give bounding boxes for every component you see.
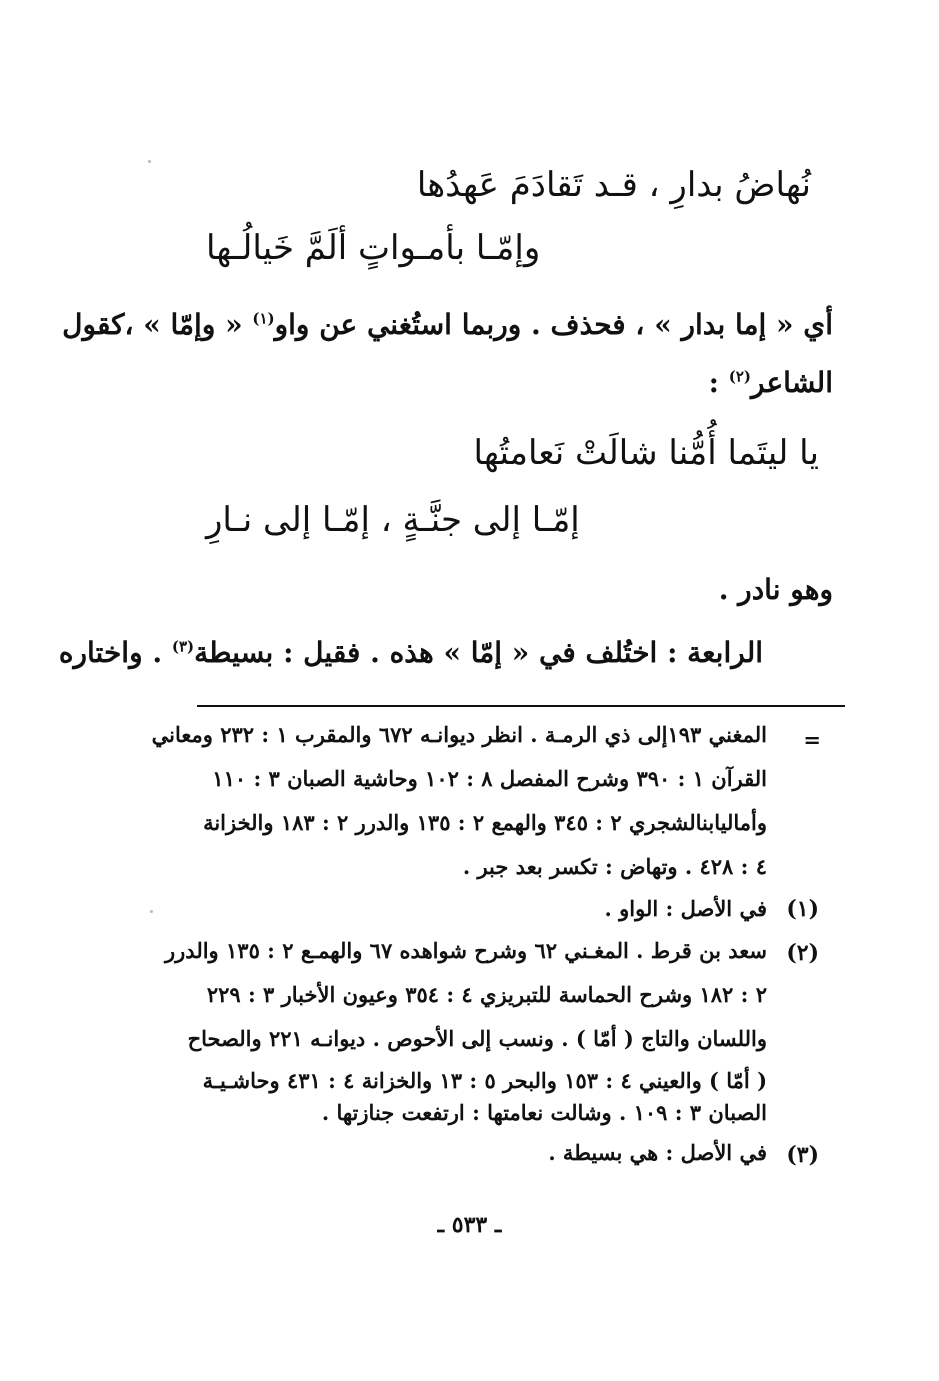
footnote-continuation-marker: =	[803, 727, 821, 752]
footnote-1-line-1: في الأصل : الواو .	[604, 896, 767, 921]
footnote-ref-2: (٢)	[728, 367, 752, 386]
page-number: ـ ٥٣٣ ـ	[437, 1212, 502, 1238]
footnote-2-line-4: ( أمّا ) والعيني ٤ : ١٥٣ والبحر ٥ : ١٣ والخزانة ٤ : ٤٣١ وحاشـيـة	[202, 1068, 767, 1093]
colon: :	[708, 366, 719, 399]
paragraph-2-line-1	[59, 636, 763, 669]
paragraph-1-line-2	[709, 366, 833, 399]
rare-note: وهو نادر .	[718, 573, 833, 606]
footnote-3-number: (٣)	[786, 1142, 819, 1168]
footnote-continuation-line-1: المغني ١٩٣إلى ذي الرمـة . انظر ديوانـه ٦٧٢ والمقرب ١ : ٢٣٢ ومعاني	[151, 722, 767, 747]
footnote-2-line-1: سعد بن قرط . المغـني ٦٢ وشرح شواهده ٦٧ والهمـع ٢ : ١٣٥ والدرر	[165, 938, 767, 963]
margin-speck	[148, 160, 151, 163]
footnote-2-line-3: واللسان والتاج ( أمّا ) . ونسب إلى الأحوص . ديوانـه ٢٢١ والصحاح	[187, 1026, 767, 1051]
paragraph-1-line-1	[62, 308, 833, 341]
verse-1-first-hemistich: نُهاضُ بدارِ ، قـد تَقادَمَ عَهدُها	[416, 165, 811, 205]
footnote-2-line-2: ٢ : ١٨٢ وشرح الحماسة للتبريزي ٤ : ٣٥٤ وعيون الأخبار ٣ : ٢٢٩	[206, 982, 767, 1007]
poet-word: الشاعر	[751, 366, 833, 399]
footnote-continuation-line-3: وأماليابنالشجري ٢ : ٣٤٥ والهمع ٢ : ١٣٥ والدرر ٢ : ١٨٣ والخزانة	[203, 810, 767, 835]
verse-2-first-hemistich: يا ليتَما أُمُّنا شالَتْ نَعامتُها	[473, 433, 819, 473]
footnote-2-line-5: الصبان ٣ : ١٠٩ . وشالت نعامتها : ارتفعت جنازتها .	[321, 1100, 767, 1125]
paragraph-2-text: الرابعة : اختُلف في « إمّا » هذه . فقيل : بسيطة	[194, 636, 763, 669]
footnote-divider	[197, 705, 845, 707]
margin-speck	[150, 910, 153, 913]
footnote-3-line-1: في الأصل : هي بسيطة .	[548, 1140, 767, 1165]
verse-2-second-hemistich: إمّـا إلى جنَّـةٍ ، إمّـا إلى نـارِ	[206, 500, 580, 540]
footnote-continuation-line-2: القرآن ١ : ٣٩٠ وشرح المفصل ٨ : ١٠٢ وحاشية الصبان ٣ : ١١٠	[212, 766, 767, 791]
footnote-ref-1: (١)	[252, 309, 275, 328]
verse-1-second-hemistich: وإمّـا بأمـواتٍ ألَمَّ خَيالُـها	[206, 228, 541, 268]
footnote-1-number: (١)	[786, 896, 819, 922]
footnote-continuation-line-4: ٤ : ٤٢٨ . وتهاض : تكسر بعد جبر .	[462, 854, 767, 879]
footnote-ref-3: (٣)	[171, 637, 195, 656]
paragraph-1-text-end: « وإمّا » ،كقول	[62, 308, 243, 341]
paragraph-1-text: أي « إما بدار » ، فحذف . وربما استُغني عن واو	[274, 308, 833, 341]
paragraph-2-text-end: . واختاره	[58, 636, 163, 669]
footnote-2-number: (٢)	[786, 940, 819, 966]
